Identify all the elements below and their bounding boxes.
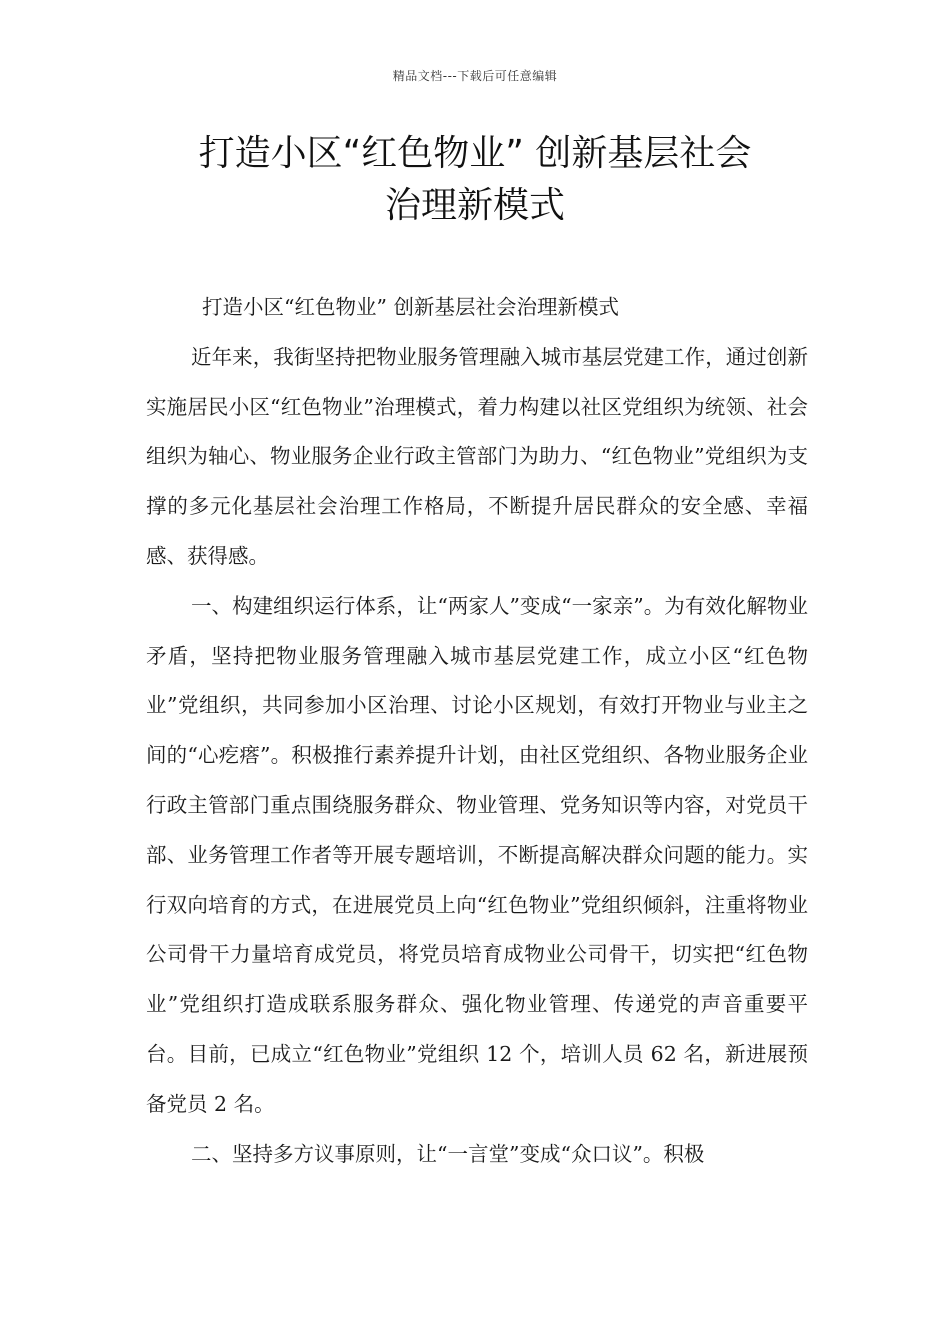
title-line-2: 治理新模式: [384, 185, 565, 226]
subtitle: 打造小区“红色物业” 创新基层社会治理新模式: [202, 295, 619, 319]
header-note: 精品文档---下载后可任意编辑: [392, 69, 558, 83]
paragraph-section-2: 二、坚持多方议事原则，让“一言堂”变成“众口议”。积极: [191, 1141, 705, 1166]
paragraph-section-1: 一、构建组织运行体系，让“两家人”变成“一家亲”。为有效化解物业矛盾，坚持把物业服务管理融入城市基层党建工作，成立小区“红色物业”党组织，共同参加小区治理、讨论小区规划，有效打开物业与业主之间的“心疙瘩”。积极推行素养提升计划，由社区党组织、各物业服务企业行政主管部门重点围绕服务群众、物业管理、党务知识等内容，对党员干部、业务管理工作者等开展专题培训，不断提高解决群众问题的能力。实行双向培育的方式，在进展党员上向“红色物业”党组织倾斜，注重将物业公司骨干力量培育成党员，将党员培育成物业公司骨干，切实把“红色物业”党组织打造成联系服务群众、强化物业管理、传递党的声音重要平台。目前，已成立“红色物业”党组织 12 个，培训人员 62 名，新进展预备党员 2 名。: [146, 593, 808, 1116]
title-line-1: 打造小区“红色物业” 创新基层社会: [198, 133, 752, 174]
document-title: [140, 128, 810, 232]
paragraph-intro: 近年来，我街坚持把物业服务管理融入城市基层党建工作，通过创新实施居民小区“红色物业”治理模式，着力构建以社区党组织为统领、社会组织为轴心、物业服务企业行政主管部门为助力、“红色物业”党组织为支撑的多元化基层社会治理工作格局，不断提升居民群众的安全感、幸福感、获得感。: [146, 344, 808, 568]
document-body: [146, 283, 808, 1179]
